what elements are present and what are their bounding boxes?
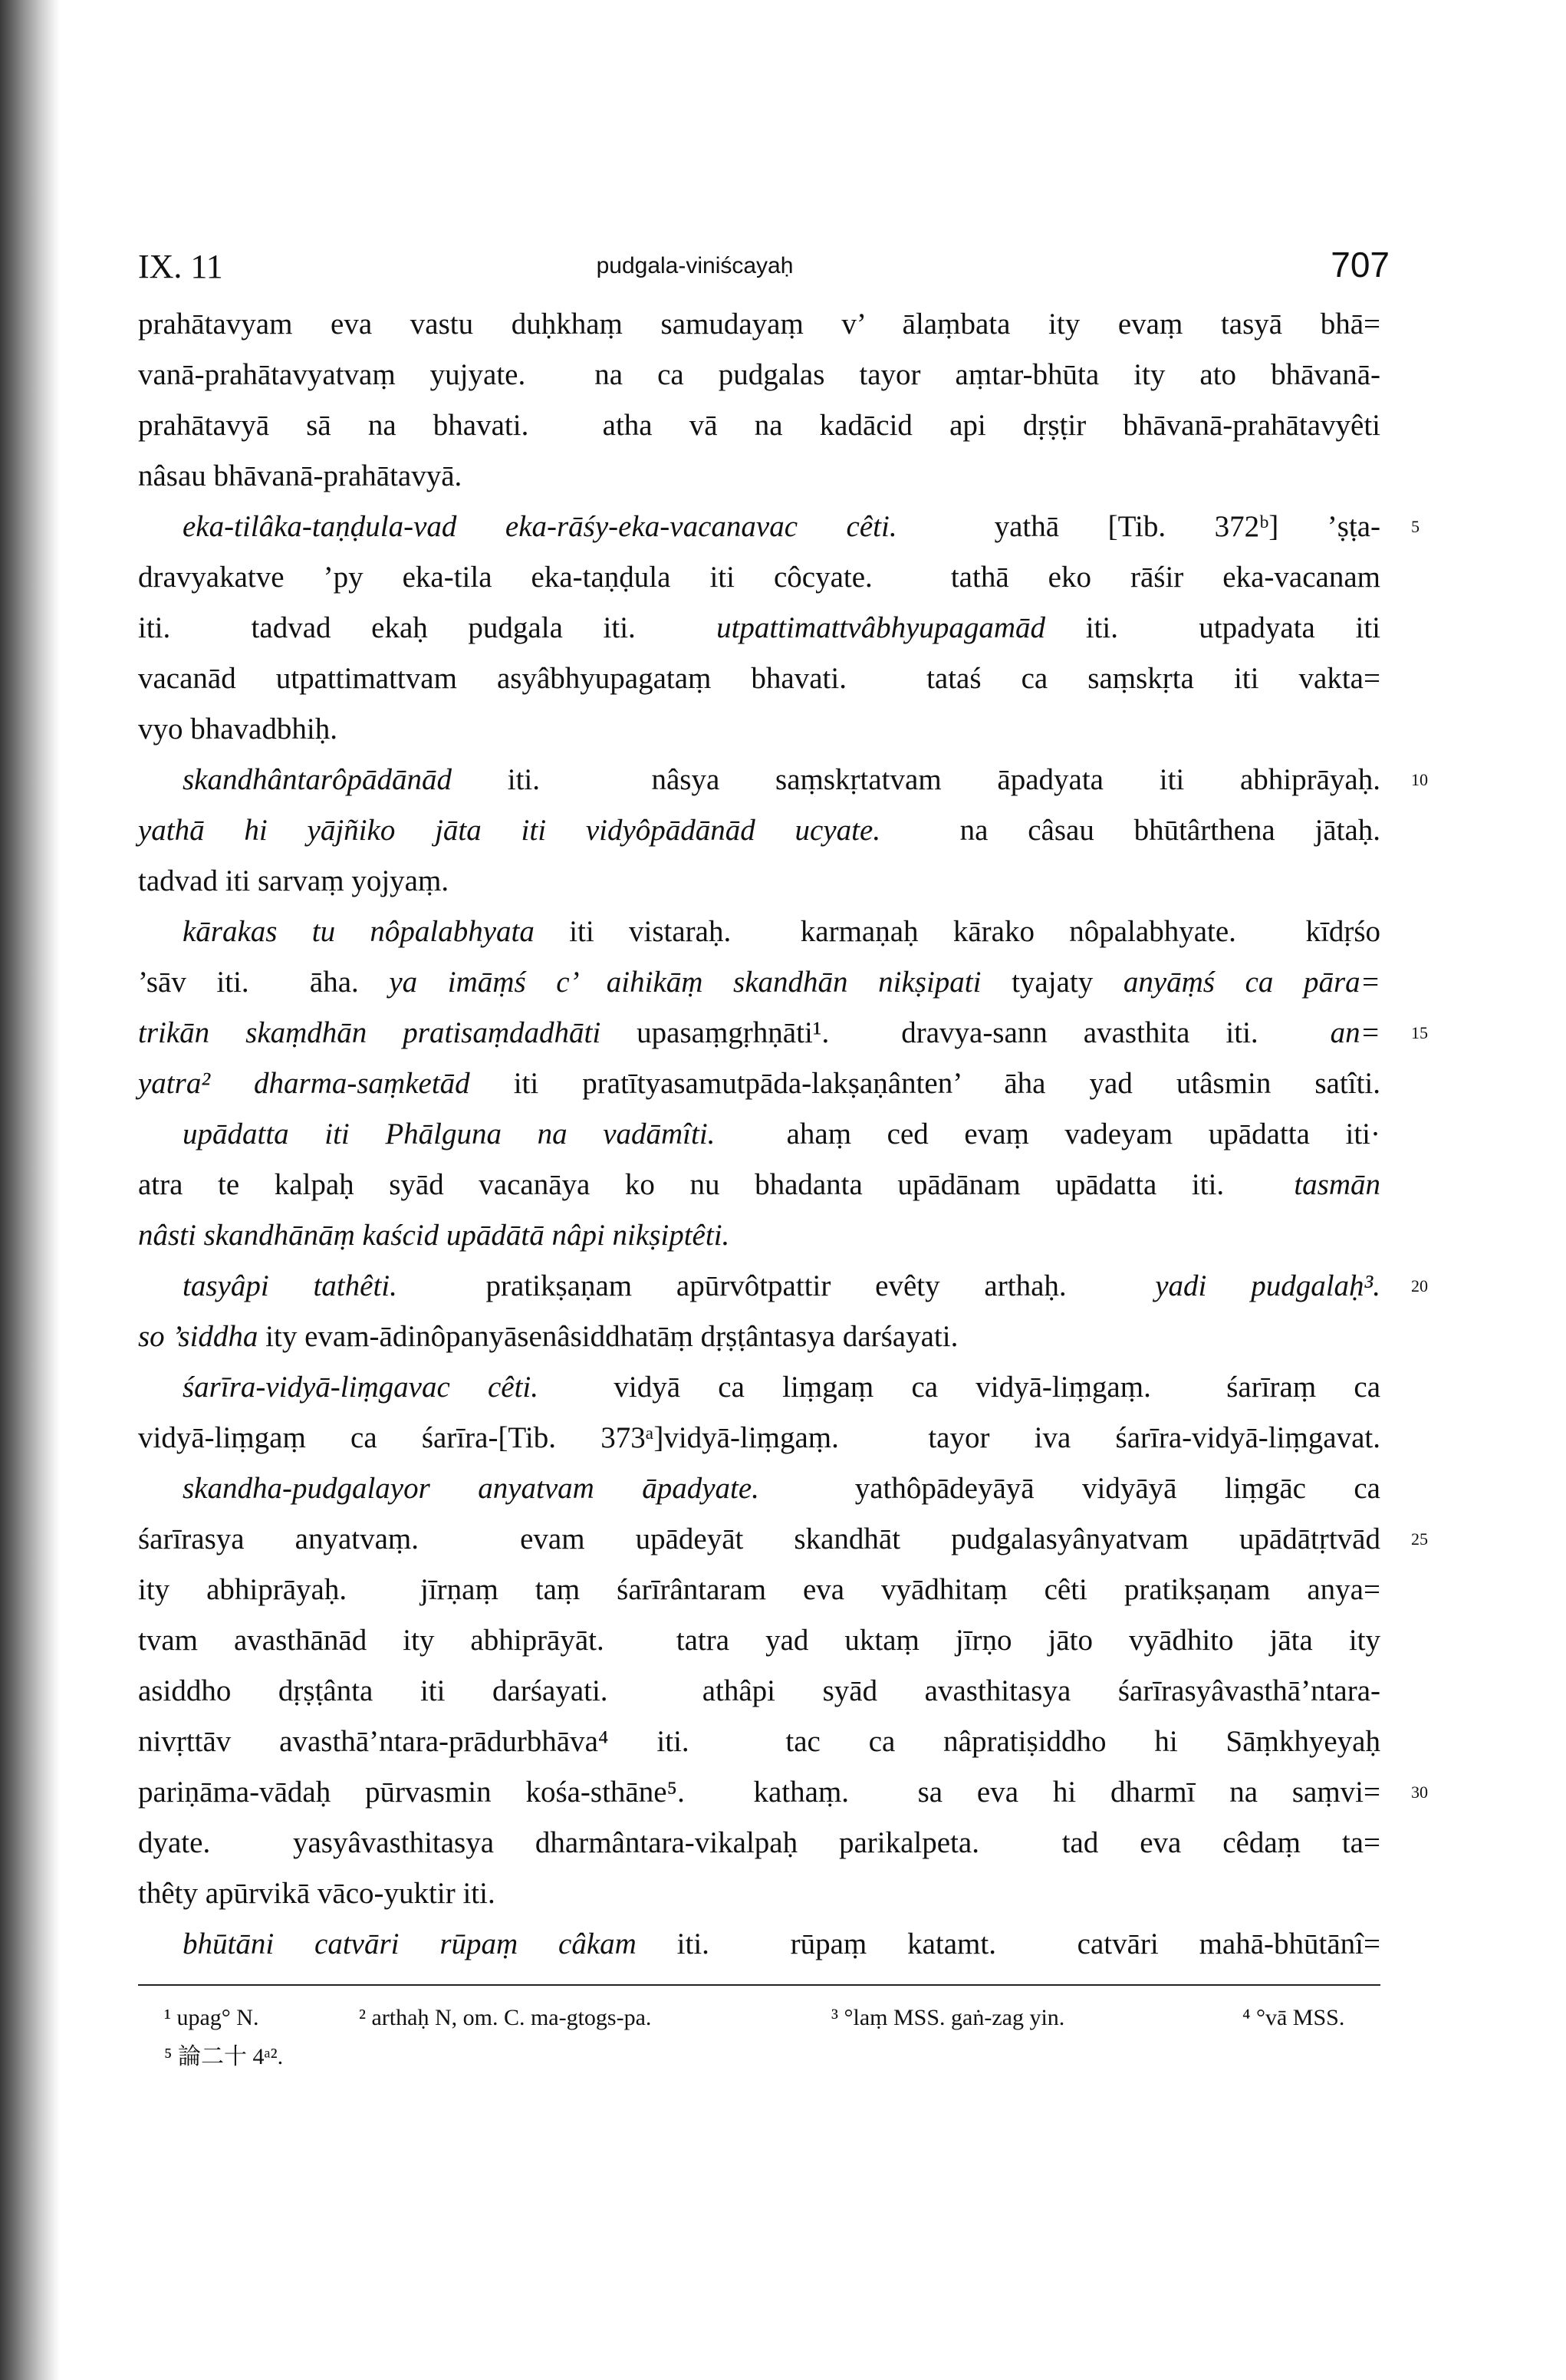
text-line <box>138 1514 1380 1565</box>
text-line <box>138 400 1380 451</box>
text-segment: vacanād utpattimattvam asyâbhyupagataṃ bhavati. tataś ca saṃskṛta iti vakta= <box>138 662 1380 695</box>
text-line <box>138 1463 1380 1514</box>
text-segment: prahātavyā sā na bhavati. atha vā na kadācid api dṛṣṭir bhāvanā-prahātavyêti <box>138 409 1380 442</box>
page-number: 707 <box>1331 245 1390 285</box>
italic-quotation: anyāṃś ca pāra= <box>1123 966 1380 999</box>
text-line <box>138 1160 1380 1210</box>
text-segment: vanā-prahātavyatvaṃ yujyate. na ca pudgalas tayor aṃtar-bhūta ity ato bhāvanā- <box>138 358 1380 391</box>
text-segment: dyate. yasyâvasthitasya dharmântara-vikalpaḥ parikalpeta. tad eva cêdaṃ ta= <box>138 1826 1380 1859</box>
text-segment: pariṇāma-vādaḥ pūrvasmin kośa-sthāne⁵. kathaṃ. sa eva hi dharmī na saṃvi= <box>138 1776 1380 1809</box>
text-line <box>138 1919 1380 1970</box>
italic-quotation: so ’siddha <box>138 1320 258 1353</box>
text-segment: prahātavyam eva vastu duḥkhaṃ samudayaṃ v’ ālaṃbata ity evaṃ tasyā bhā= <box>138 308 1380 341</box>
text-line <box>138 603 1380 653</box>
text-line <box>138 1058 1380 1109</box>
text-line <box>138 1666 1380 1717</box>
text-segment: vyo bhavadbhiḥ. <box>138 713 337 746</box>
italic-quotation: ya imāṃś c’ aihikāṃ skandhān nikṣipati <box>389 966 982 999</box>
text-segment: iti. utpadyata iti <box>1045 611 1380 644</box>
footnote-2: ² arthaḥ N, om. C. ma-gtogs-pa. <box>359 2005 652 2030</box>
footnote-4: ⁴ °vā MSS. <box>1242 2005 1345 2030</box>
text-segment: dravyakatve ’py eka-tila eka-taṇḍula iti côcyate. tathā eko rāśir eka-vacanam <box>138 561 1380 594</box>
running-title: pudgala-viniścayaḥ <box>596 253 794 278</box>
text-segment: ity abhiprāyaḥ. jīrṇaṃ taṃ śarīrântaram eva vyādhitaṃ cêti pratikṣaṇam anya= <box>138 1573 1380 1606</box>
text-segment: na câsau bhūtârthena jātaḥ. <box>880 814 1381 847</box>
footnote-divider <box>138 1984 1380 1986</box>
text-line <box>138 856 1380 907</box>
italic-quotation: skandha-pudgalayor anyatvam āpadyate. <box>183 1472 759 1505</box>
text-segment: iti. rūpaṃ katamt. catvāri mahā-bhūtānî= <box>636 1927 1381 1960</box>
italic-quotation: bhūtāni catvāri rūpaṃ câkam <box>183 1927 637 1960</box>
text-line <box>138 350 1380 400</box>
text-line <box>138 451 1380 502</box>
footnote-1: ¹ upag° N. <box>164 2005 259 2030</box>
text-segment: iti. nâsya saṃskṛtatvam āpadyata iti abhiprāyaḥ. <box>452 763 1380 796</box>
text-segment: tvam avasthānād ity abhiprāyāt. tatra yad uktaṃ jīrṇo jāto vyādhito jāta ity <box>138 1624 1380 1657</box>
italic-quotation: skandhântarôpādānād <box>183 763 452 796</box>
italic-quotation: yadi pudgalaḥ³. <box>1155 1269 1380 1302</box>
italic-quotation: an= <box>1330 1016 1380 1049</box>
scanned-binding-edge <box>0 0 60 2380</box>
text-line <box>138 704 1380 755</box>
margin-line-number: 30 <box>1411 1783 1428 1802</box>
text-line <box>138 805 1380 856</box>
text-line <box>138 1362 1380 1413</box>
italic-quotation: tasmān <box>1294 1168 1380 1201</box>
text-segment: upasaṃgṛhṇāti¹. dravya-sann avasthita iti. <box>600 1016 1331 1049</box>
margin-line-number: 10 <box>1411 770 1428 789</box>
text-line <box>138 1261 1380 1312</box>
margin-line-number: 25 <box>1411 1529 1428 1549</box>
italic-quotation: kārakas tu nôpalabhyata <box>183 915 535 948</box>
text-segment: atra te kalpaḥ syād vacanāya ko nu bhadanta upādānam upādatta iti. <box>138 1168 1295 1201</box>
text-line <box>138 653 1380 704</box>
italic-quotation: upādatta iti Phālguna na vadāmîti. <box>183 1118 716 1150</box>
italic-quotation: śarīra-vidyā-liṃgavac cêti. <box>183 1371 539 1404</box>
italic-quotation: tasyâpi tathêti. <box>183 1269 397 1302</box>
margin-line-number: 5 <box>1411 517 1420 536</box>
text-line <box>138 1868 1380 1919</box>
text-segment: ity evam-ādinôpanyāsenâsiddhatāṃ dṛṣṭântasya darśayati. <box>258 1320 959 1353</box>
text-segment: asiddho dṛṣṭânta iti darśayati. athâpi syād avasthitasya śarīrasyâvasthā’ntara- <box>138 1674 1380 1707</box>
text-segment: nâsau bhāvanā-prahātavyā. <box>138 459 462 492</box>
chapter-reference: IX. 11 <box>138 248 223 285</box>
text-segment: vidyā ca liṃgaṃ ca vidyā-liṃgaṃ. śarīraṃ ca <box>538 1371 1381 1404</box>
text-segment: tyajaty <box>981 966 1124 999</box>
text-line <box>138 1767 1380 1818</box>
text-line <box>138 1008 1380 1058</box>
text-line <box>138 957 1380 1008</box>
text-segment: iti vistaraḥ. karmaṇaḥ kārako nôpalabhyate. kīdṛśo <box>534 915 1380 948</box>
text-line <box>138 1818 1380 1868</box>
italic-quotation: nâsti skandhānāṃ kaścid upādātā nâpi nikṣiptêti. <box>138 1219 730 1252</box>
italic-quotation: eka-tilâka-taṇḍula-vad eka-rāśy-eka-vacanavac cêti. <box>183 510 897 543</box>
text-line <box>138 1210 1380 1261</box>
text-segment: yathā [Tib. 372ᵇ] ’ṣṭa- <box>897 510 1381 543</box>
italic-quotation: yathā hi yājñiko jāta iti vidyôpādānād ucyate. <box>138 814 881 847</box>
text-line <box>138 1109 1380 1160</box>
text-segment: tadvad iti sarvaṃ yojyaṃ. <box>138 864 449 897</box>
text-segment: iti. tadvad ekaḥ pudgala iti. <box>138 611 717 644</box>
text-line <box>138 1312 1380 1362</box>
margin-line-number: 15 <box>1411 1023 1428 1042</box>
text-line <box>138 755 1380 805</box>
text-line <box>138 1565 1380 1615</box>
text-line <box>138 552 1380 603</box>
text-segment: ahaṃ ced evaṃ vadeyam upādatta iti· <box>715 1118 1380 1150</box>
text-segment: ’sāv iti. āha. <box>138 966 390 999</box>
italic-quotation: trikān skaṃdhān pratisaṃdadhāti <box>138 1016 601 1049</box>
text-line <box>138 1413 1380 1463</box>
italic-quotation: utpattimattvâbhyupagamād <box>716 611 1046 644</box>
italic-quotation: yatra² dharma-saṃketād <box>138 1067 470 1100</box>
text-segment: yathôpādeyāyā vidyāyā liṃgāc ca <box>758 1472 1380 1505</box>
footnote-5: ⁵ 論二十 4ᵃ². <box>164 2044 284 2069</box>
text-segment: śarīrasya anyatvaṃ. evam upādeyāt skandhāt pudgalasyânyatvam upādātṛtvād <box>138 1522 1380 1555</box>
text-line <box>138 299 1380 350</box>
text-segment: vidyā-liṃgaṃ ca śarīra-[Tib. 373ᵃ]vidyā-liṃgaṃ. tayor iva śarīra-vidyā-liṃgavat. <box>138 1421 1380 1454</box>
text-segment: pratikṣaṇam apūrvôtpattir evêty arthaḥ. <box>396 1269 1156 1302</box>
text-line <box>138 1717 1380 1767</box>
text-segment: iti pratītyasamutpāda-lakṣaṇânten’ āha yad utâsmin satîti. <box>469 1067 1380 1100</box>
text-line <box>138 907 1380 957</box>
text-line <box>138 1615 1380 1666</box>
footnote-3: ³ °laṃ MSS. gaṅ-zag yin. <box>831 2005 1065 2030</box>
text-segment: thêty apūrvikā vāco-yuktir iti. <box>138 1877 495 1910</box>
text-segment: nivṛttāv avasthā’ntara-prādurbhāva⁴ iti. tac ca nâpratiṣiddho hi Sāṃkhyeyaḥ <box>138 1725 1380 1758</box>
margin-line-number: 20 <box>1411 1276 1428 1295</box>
text-line <box>138 502 1380 552</box>
